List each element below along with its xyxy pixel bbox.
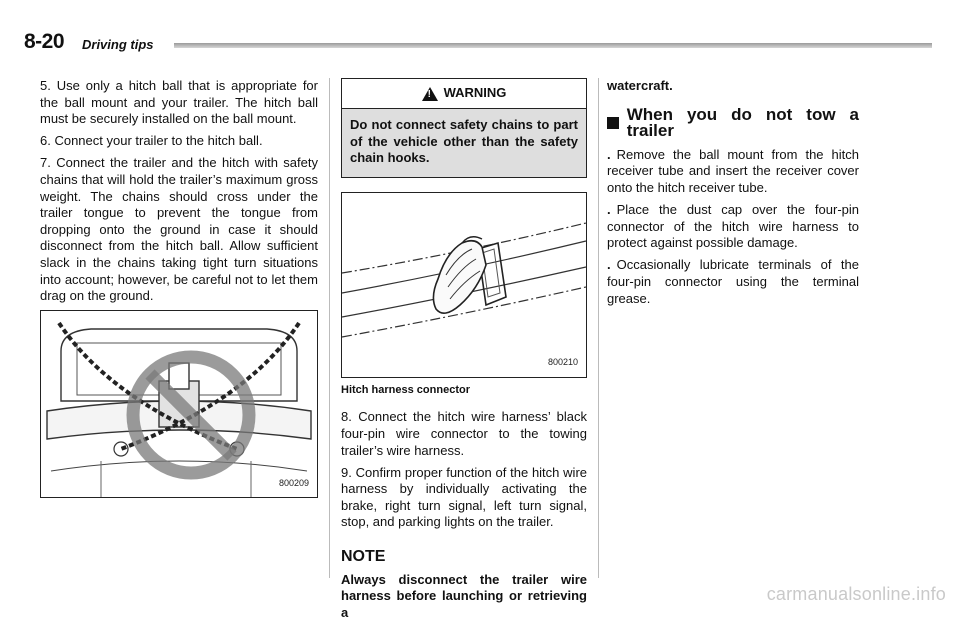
watermark-link[interactable]: carmanualsonline.info <box>766 584 946 604</box>
hitch-harness-drawing <box>342 193 586 377</box>
page-header <box>24 30 936 58</box>
note-continuation: watercraft. <box>607 78 673 93</box>
figure-code: 800210 <box>547 357 578 368</box>
safety-chain-illustration <box>40 310 318 498</box>
square-bullet-icon <box>607 117 619 129</box>
warning-triangle-icon: ! <box>422 87 438 101</box>
warning-header <box>342 79 586 109</box>
bullet-glyph: . <box>607 257 611 273</box>
header-rule <box>174 43 932 48</box>
column-1 <box>40 78 318 498</box>
warning-text: Do not connect safety chains to part of the vehicle other than the safety chain hooks. <box>342 109 586 177</box>
column-2 <box>341 78 587 621</box>
safety-chain-drawing <box>41 311 317 497</box>
bullet-glyph: . <box>607 202 611 218</box>
list-item: . Remove the ball mount from the hitch receiver tube and insert the receiver cover onto the hitch receiver tube. <box>607 146 859 195</box>
column-divider-left <box>329 78 330 578</box>
column-3 <box>607 78 859 313</box>
step-9-paragraph: 9. Confirm proper function of the hitch wire harness by individually activating the brake, right turn signal, left turn signal, stop, and parking lights on the trailer. <box>341 464 587 530</box>
figure-code: 800209 <box>278 477 309 488</box>
note-heading: NOTE <box>341 548 386 566</box>
subheading-text: When you do not tow a trailer <box>626 104 859 141</box>
page-number: 8-20 <box>24 30 65 53</box>
hitch-harness-illustration <box>341 192 587 378</box>
list-item: . Occasionally lubricate terminals of the four-pin connector using the terminal grease. <box>607 257 859 306</box>
step-6-paragraph: 6. Connect your trailer to the hitch ball. <box>40 133 263 149</box>
bullet-glyph: . <box>607 146 611 162</box>
column-divider-right <box>598 78 599 578</box>
step-8-paragraph: 8. Connect the hitch wire harness’ black four-pin wire connector to the towing trailer’s wire harness. <box>341 409 587 458</box>
warning-label: WARNING <box>443 85 507 101</box>
note-text: Always disconnect the trailer wire harness before launching or retrieving a <box>341 571 587 620</box>
step-5-paragraph: 5. Use only a hitch ball that is appropriate for the ball mount and your trailer. The hitch ball must be securely installed on the ball mount. <box>40 78 318 127</box>
list-item: . Place the dust cap over the four-pin connector of the hitch wire harness to protect against possible damage. <box>607 202 859 251</box>
figure-caption: Hitch harness connector <box>341 383 470 396</box>
step-7-paragraph: 7. Connect the trailer and the hitch with safety chains that will hold the trailer’s maximum gross weight. The chains should cross under the trailer tongue to prevent the tongue from dropping onto the ground in case it should disconnect from the hitch ball. Allow sufficient slack in the chains taking tight turn situations into account; however, be careful not to let them drag on the ground. <box>40 155 318 304</box>
section-title: Driving tips <box>82 37 154 52</box>
subheading <box>607 104 859 141</box>
warning-box <box>341 78 587 178</box>
